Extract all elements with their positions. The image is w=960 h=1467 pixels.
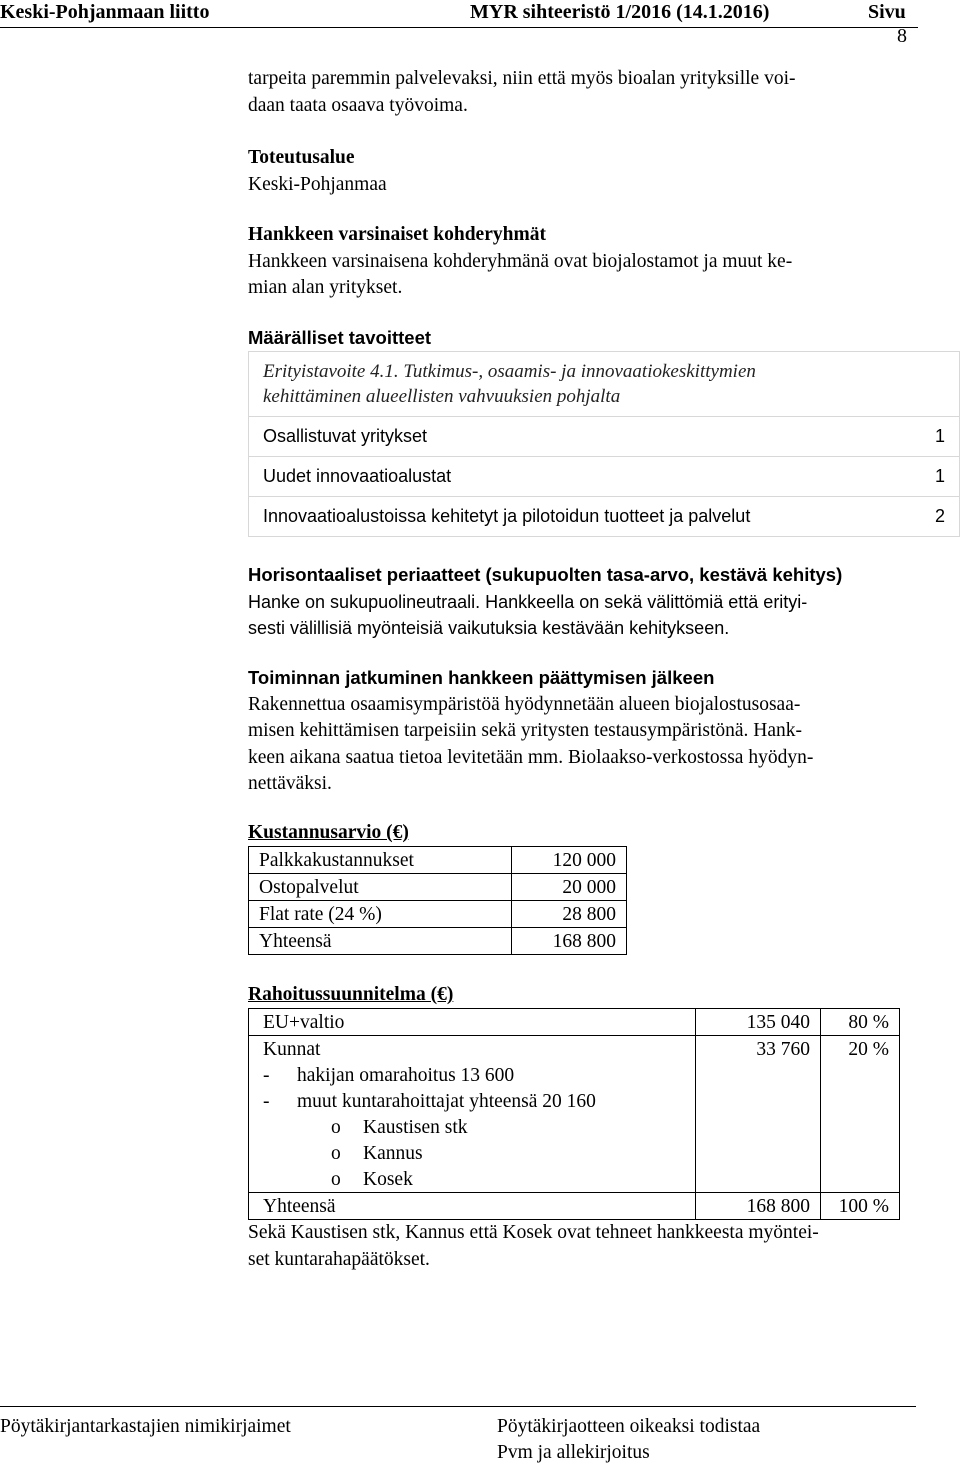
intro-line: tarpeita paremmin palvelevaksi, niin että myös bioalan yrityksille voi- <box>248 68 796 89</box>
objectives-heading: Määrälliset tavoitteet <box>248 327 432 348</box>
target-groups-line: mian alan yritykset. <box>248 277 403 298</box>
table-row <box>249 874 627 901</box>
target-groups-section <box>248 222 912 302</box>
funding-percent-empty <box>821 1062 900 1088</box>
funding-table <box>248 1008 900 1220</box>
funding-heading-block <box>248 982 912 1009</box>
continuation-heading: Toiminnan jatkuminen hankkeen päättymisen jälkeen <box>248 667 715 688</box>
funding-label: Kunnat <box>249 1036 696 1063</box>
objectives-table <box>248 351 960 537</box>
funding-percent: 20 % <box>821 1036 900 1063</box>
funding-sub-text: muut kuntarahoittajat yhteensä 20 160 <box>297 1090 596 1112</box>
continuation-line: misen kehittämisen tarpeisiin sekä yritysten testausympäristönä. Hank- <box>248 720 802 741</box>
objectives-title-line: kehittäminen alueellisten vahvuuksien pohjalta <box>263 386 621 407</box>
horizontal-line: Hanke on sukupuolineutraali. Hankkeella on sekä välittömiä että erityi- <box>248 591 808 612</box>
footer-certify-label: Pöytäkirjaotteen oikeaksi todistaa <box>497 1416 761 1437</box>
funding-note <box>248 1220 912 1273</box>
table-row <box>249 1193 900 1220</box>
circle-bullet-icon: o <box>331 1142 341 1164</box>
dash-marker: - <box>263 1090 270 1112</box>
table-row <box>249 497 960 537</box>
header-organization: Keski-Pohjanmaan liitto <box>0 1 210 23</box>
cost-label: Ostopalvelut <box>249 874 512 901</box>
funding-percent-empty <box>821 1088 900 1114</box>
cost-value: 120 000 <box>512 847 627 874</box>
table-row <box>249 1114 900 1140</box>
objectives-title-line: Erityistavoite 4.1. Tutkimus-, osaamis- ja innovaatiokeskittymien <box>263 361 756 382</box>
costs-heading: Kustannusarvio (€) <box>248 822 409 843</box>
municipality-item <box>249 1140 696 1166</box>
continuation-line: keen aikana saatua tietoa levitetään mm. Biolaakso-verkostossa hyödyn- <box>248 746 814 768</box>
continuation-section <box>248 665 912 798</box>
funding-amount-empty <box>696 1166 821 1193</box>
funding-label: EU+valtio <box>249 1009 696 1036</box>
continuation-line: nettäväksi. <box>248 773 332 794</box>
area-section <box>248 145 912 198</box>
horizontal-heading: Horisontaaliset periaatteet (sukupuolten tasa-arvo, kestävä kehitys) <box>248 564 843 585</box>
table-row <box>249 457 960 497</box>
continuation-line: Rakennettua osaamisympäristöä hyödynnetään alueen biojalostusosaa- <box>248 693 801 715</box>
target-groups-line: Hankkeen varsinaisena kohderyhmänä ovat biojalostamot ja muut ke- <box>248 250 793 272</box>
funding-note-line: set kuntarahapäätökset. <box>248 1248 430 1270</box>
target-groups-heading: Hankkeen varsinaiset kohderyhmät <box>248 224 546 245</box>
municipality-name: Kannus <box>363 1142 423 1164</box>
funding-percent-empty <box>821 1114 900 1140</box>
intro-paragraph <box>248 66 912 119</box>
dash-marker: - <box>263 1064 270 1086</box>
footer-initials-label: Pöytäkirjantarkastajien nimikirjaimet <box>0 1416 291 1437</box>
cost-label: Palkkakustannukset <box>249 847 512 874</box>
funding-amount-empty <box>696 1062 821 1088</box>
objective-value: 1 <box>921 417 960 457</box>
funding-amount-empty <box>696 1088 821 1114</box>
objective-value: 1 <box>921 457 960 497</box>
table-row <box>249 1088 900 1114</box>
cost-value: 28 800 <box>512 901 627 928</box>
municipality-name: Kosek <box>363 1168 413 1190</box>
footer-divider <box>0 1406 916 1407</box>
table-row <box>249 1062 900 1088</box>
objective-label: Uudet innovaatioalustat <box>249 457 922 497</box>
municipality-name: Kaustisen stk <box>363 1116 468 1138</box>
funding-percent-empty <box>821 1140 900 1166</box>
table-row <box>249 901 627 928</box>
costs-table <box>248 846 627 955</box>
municipality-item <box>249 1166 696 1193</box>
funding-total-percent: 100 % <box>821 1193 900 1220</box>
area-heading: Toteutusalue <box>248 147 355 168</box>
table-row <box>249 1036 900 1063</box>
cost-value: 168 800 <box>512 928 627 955</box>
funding-sub-item <box>249 1062 696 1088</box>
header-meeting: MYR sihteeristö 1/2016 (14.1.2016) <box>470 1 770 23</box>
objectives-title-row <box>249 352 960 417</box>
funding-amount: 135 040 <box>696 1009 821 1036</box>
funding-total-label: Yhteensä <box>249 1193 696 1220</box>
header-divider <box>0 27 918 28</box>
page-header <box>0 0 960 24</box>
table-row <box>249 417 960 457</box>
table-row <box>249 847 627 874</box>
cost-label: Yhteensä <box>249 928 512 955</box>
funding-heading: Rahoitussuunnitelma (€) <box>248 984 454 1005</box>
funding-amount: 33 760 <box>696 1036 821 1063</box>
funding-percent-empty <box>821 1166 900 1193</box>
cost-label: Flat rate (24 %) <box>249 901 512 928</box>
horizontal-line: sesti välillisiä myönteisiä vaikutuksia kestävään kehitykseen. <box>248 618 730 638</box>
area-value: Keski-Pohjanmaa <box>248 173 387 195</box>
table-row <box>249 1166 900 1193</box>
funding-note-line: Sekä Kaustisen stk, Kannus että Kosek ovat tehneet hankkeesta myöntei- <box>248 1222 819 1243</box>
cost-value: 20 000 <box>512 874 627 901</box>
objective-value: 2 <box>921 497 960 537</box>
circle-bullet-icon: o <box>331 1116 341 1138</box>
funding-total-amount: 168 800 <box>696 1193 821 1220</box>
horizontal-section <box>248 562 912 642</box>
funding-sub-text: hakijan omarahoitus 13 600 <box>297 1064 515 1086</box>
table-row <box>249 1140 900 1166</box>
municipality-item <box>249 1114 696 1140</box>
funding-amount-empty <box>696 1114 821 1140</box>
objective-label: Osallistuvat yritykset <box>249 417 922 457</box>
table-row <box>249 928 627 955</box>
funding-percent: 80 % <box>821 1009 900 1036</box>
funding-sub-item <box>249 1088 696 1114</box>
table-row <box>249 1009 900 1036</box>
page-number: 8 <box>897 25 907 47</box>
footer-signature-label: Pvm ja allekirjoitus <box>497 1442 650 1463</box>
header-page-label: Sivu <box>868 1 906 23</box>
objective-label: Innovaatioalustoissa kehitetyt ja pilotoidun tuotteet ja palvelut <box>249 497 922 537</box>
funding-amount-empty <box>696 1140 821 1166</box>
objectives-title-cell <box>249 352 960 417</box>
costs-heading-block <box>248 820 912 847</box>
intro-line: daan taata osaava työvoima. <box>248 94 468 116</box>
objectives-heading-block <box>248 325 912 352</box>
circle-bullet-icon: o <box>331 1168 341 1190</box>
